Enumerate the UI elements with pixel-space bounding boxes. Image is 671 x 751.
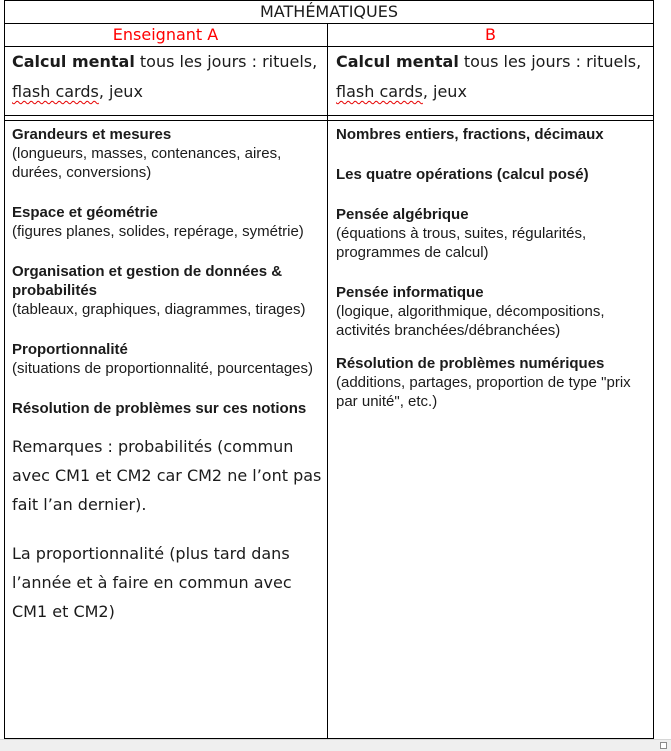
spellcheck-word: flash cards xyxy=(12,82,99,101)
header-b: B xyxy=(485,25,496,44)
calcul-mental-a: Calcul mental tous les jours : rituels, flash cards, jeux xyxy=(12,52,318,101)
table-row-divider xyxy=(4,115,654,116)
table-border-left xyxy=(4,0,5,739)
resize-handle-icon[interactable] xyxy=(660,742,667,749)
topic-block: Proportionnalité (situations de proportionnalité, pourcentages) xyxy=(12,341,314,377)
table-border-top xyxy=(4,0,654,1)
topic-block: Les quatre opérations (calcul posé) xyxy=(336,166,589,183)
spellcheck-word: flash cards xyxy=(336,82,423,101)
remark-paragraph: La proportionnalité (plus tard dans l’année et à faire en commun avec CM1 et CM2) xyxy=(12,544,292,621)
math-table xyxy=(4,0,654,739)
table-row-divider xyxy=(4,23,654,24)
table-row-divider xyxy=(4,120,654,121)
topic-block: Grandeurs et mesures (longueurs, masses, contenances, aires, durées, conversions) xyxy=(12,126,282,181)
topic-block: Pensée informatique (logique, algorithmique, décompositions, activités branchées/débranchées) xyxy=(336,284,605,339)
table-column-divider xyxy=(327,23,328,739)
topic-block: Pensée algébrique (équations à trous, suites, régularités, programmes de calcul) xyxy=(336,206,587,261)
remark-paragraph: Remarques : probabilités (commun avec CM1 et CM2 car CM2 ne l’ont pas fait l’an dernier). xyxy=(12,437,322,514)
window-bottom-bar xyxy=(0,739,671,751)
table-title: MATHÉMATIQUES xyxy=(260,2,398,21)
table-border-right xyxy=(653,0,654,739)
topic-block: Organisation et gestion de données & probabilités (tableaux, graphiques, diagrammes, tirages) xyxy=(12,263,306,318)
column-b-content xyxy=(336,125,650,432)
column-a-content xyxy=(12,125,322,626)
topic-block: Espace et géométrie (figures planes, solides, repérage, symétrie) xyxy=(12,204,304,240)
topic-block: Résolution de problèmes sur ces notions xyxy=(12,400,307,417)
topic-block: Résolution de problèmes numériques (additions, partages, proportion de type "prix par unité", etc.) xyxy=(336,355,631,410)
topic-block: Nombres entiers, fractions, décimaux xyxy=(336,126,604,143)
calcul-mental-b: Calcul mental tous les jours : rituels, flash cards, jeux xyxy=(336,52,642,101)
header-enseignant-a: Enseignant A xyxy=(112,25,219,44)
